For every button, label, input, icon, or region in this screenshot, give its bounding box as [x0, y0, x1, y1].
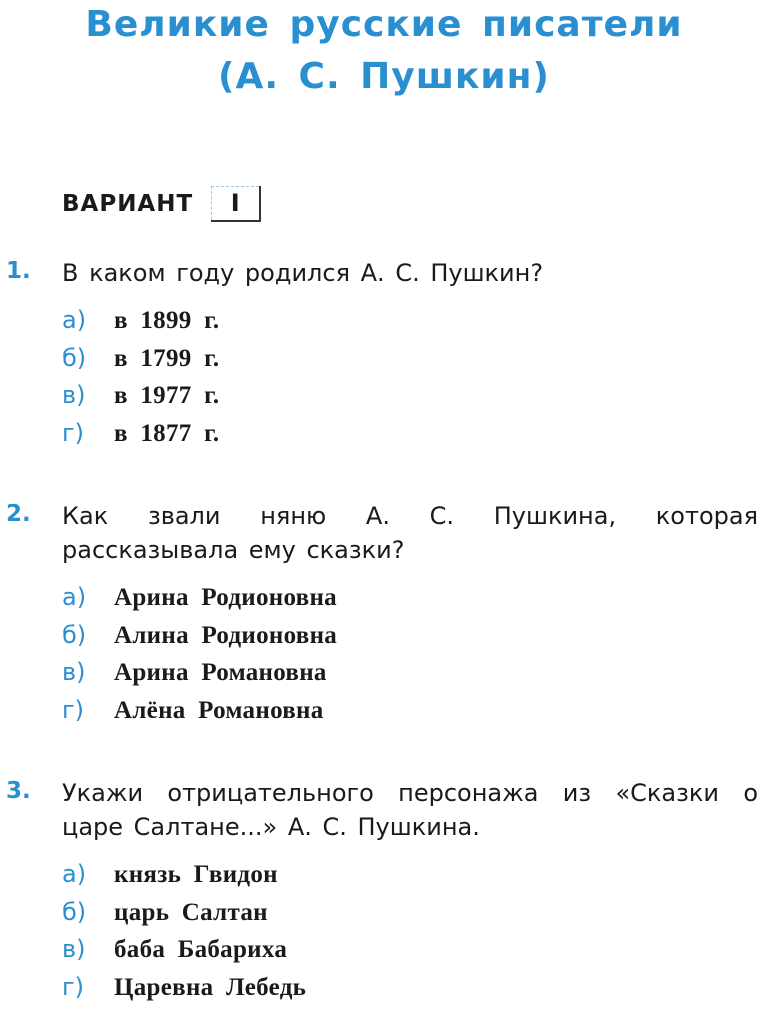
answer-option[interactable] [62, 935, 306, 973]
option-letter: а) [62, 583, 114, 611]
option-letter: а) [62, 860, 114, 888]
answer-option[interactable] [62, 583, 337, 621]
option-letter: б) [62, 344, 114, 372]
option-letter: а) [62, 306, 114, 334]
option-text: Алина Родионовна [114, 622, 337, 650]
answer-option[interactable] [62, 696, 337, 734]
option-text: Царевна Лебедь [114, 974, 306, 1002]
option-letter: в) [62, 658, 114, 686]
option-letter: г) [62, 696, 114, 724]
answer-options [62, 583, 337, 733]
option-text: Алёна Романовна [114, 697, 324, 725]
option-text: в 1899 г. [114, 307, 219, 335]
answer-option[interactable] [62, 973, 306, 1010]
option-letter: б) [62, 621, 114, 649]
answer-options [62, 860, 306, 1010]
question-text: Укажи отрицательного персонажа из «Сказки о царе Салтане...» А. С. Пушкина. [62, 776, 758, 844]
option-text: князь Гвидон [114, 861, 278, 889]
option-letter: в) [62, 935, 114, 963]
page-subtitle: (А. С. Пушкин) [0, 52, 768, 102]
option-text: в 1977 г. [114, 382, 219, 410]
answer-option[interactable] [62, 344, 219, 382]
answer-option[interactable] [62, 381, 219, 419]
option-text: Арина Романовна [114, 659, 327, 687]
question-number: 2. [6, 501, 31, 527]
option-letter: г) [62, 419, 114, 447]
variant-header [62, 186, 261, 222]
answer-option[interactable] [62, 306, 219, 344]
answer-options [62, 306, 219, 456]
option-text: баба Бабариха [114, 936, 287, 964]
answer-option[interactable] [62, 860, 306, 898]
option-letter: в) [62, 381, 114, 409]
option-text: Арина Родионовна [114, 584, 337, 612]
question-number: 3. [6, 778, 31, 804]
answer-option[interactable] [62, 898, 306, 936]
option-text: в 1799 г. [114, 345, 219, 373]
variant-number-box: I [211, 186, 261, 222]
question-number: 1. [6, 258, 31, 284]
option-text: в 1877 г. [114, 420, 219, 448]
option-letter: б) [62, 898, 114, 926]
answer-option[interactable] [62, 621, 337, 659]
variant-label: ВАРИАНТ [62, 191, 193, 217]
page-title: Великие русские писатели [0, 0, 768, 50]
question-text: Как звали няню А. С. Пушкина, которая рассказывала ему сказки? [62, 499, 758, 567]
option-letter: г) [62, 973, 114, 1001]
answer-option[interactable] [62, 419, 219, 457]
option-text: царь Салтан [114, 899, 268, 927]
question-text: В каком году родился А. С. Пушкин? [62, 256, 758, 290]
answer-option[interactable] [62, 658, 337, 696]
